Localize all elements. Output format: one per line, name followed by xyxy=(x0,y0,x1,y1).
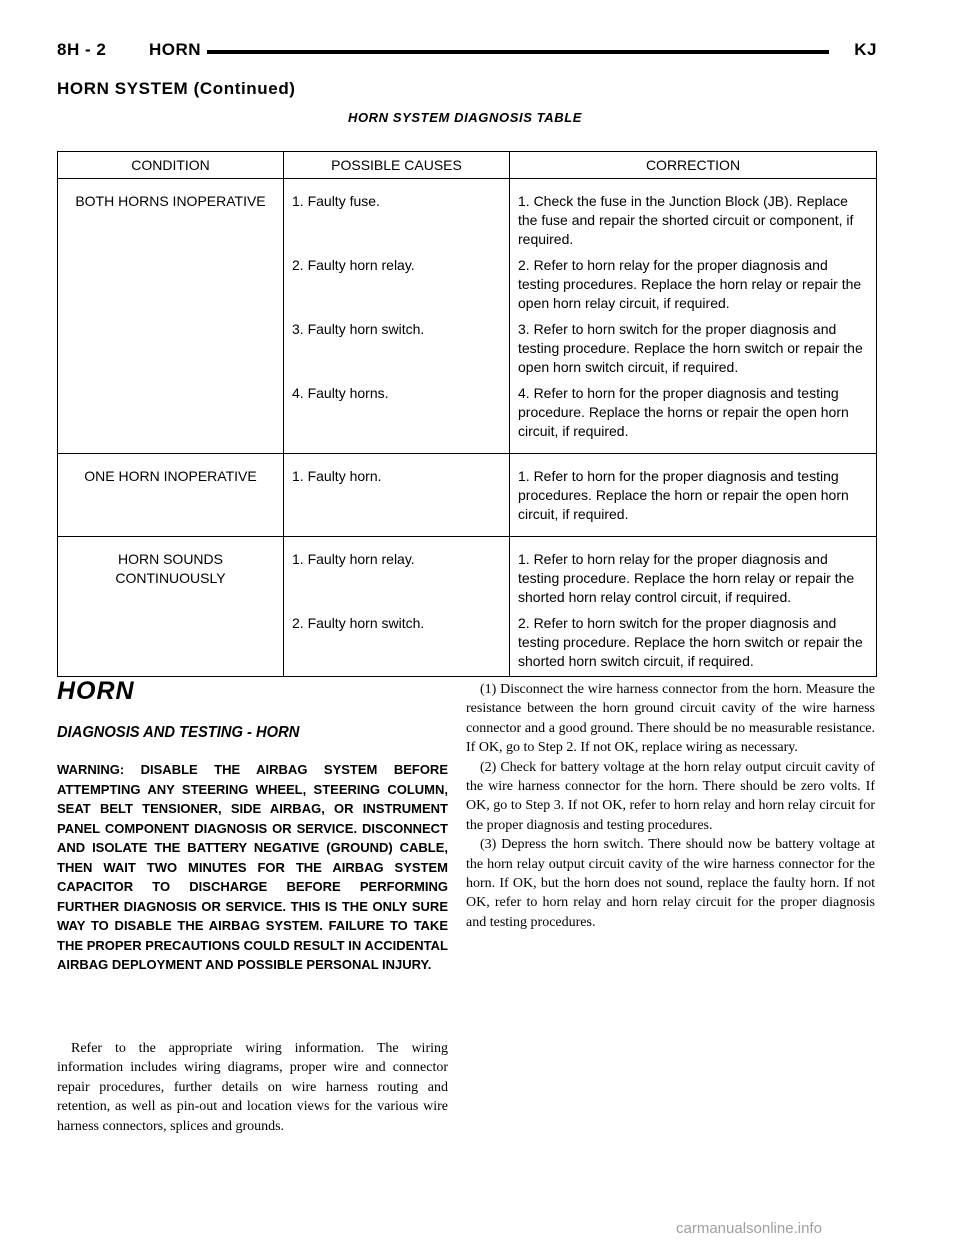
table-row xyxy=(58,320,877,384)
correction-cell: 1. Check the fuse in the Junction Block (JB). Replace the fuse and repair the shorted circuit or component, if required. xyxy=(510,179,877,257)
subsection-title: DIAGNOSIS AND TESTING - HORN xyxy=(57,724,300,741)
cause-cell: 2. Faulty horn relay. xyxy=(284,256,510,320)
section-title: HORN xyxy=(57,677,135,705)
table-row xyxy=(58,384,877,454)
correction-cell: 1. Refer to horn relay for the proper diagnosis and testing procedure. Replace the horn relay or repair the shorted horn relay control circuit, if required. xyxy=(510,537,877,615)
page-number: 8H - 2 xyxy=(57,40,107,59)
header-section: HORN xyxy=(149,40,202,59)
table-row xyxy=(58,454,877,537)
cause-cell: 2. Faulty horn switch. xyxy=(284,614,510,677)
column-header-correction: CORRECTION xyxy=(510,152,877,179)
header-code: KJ xyxy=(854,40,877,59)
column-header-causes: POSSIBLE CAUSES xyxy=(284,152,510,179)
procedure-steps xyxy=(466,680,875,932)
table-title: HORN SYSTEM DIAGNOSIS TABLE xyxy=(347,110,583,125)
table-row xyxy=(58,256,877,320)
correction-cell: 3. Refer to horn switch for the proper diagnosis and testing procedure. Replace the horn switch or repair the open horn switch circuit, if required. xyxy=(510,320,877,384)
condition-cell xyxy=(58,320,284,384)
condition-cell xyxy=(58,384,284,454)
correction-cell: 2. Refer to horn relay for the proper diagnosis and testing procedures. Replace the horn relay or repair the open horn relay circuit, if required. xyxy=(510,256,877,320)
cause-cell: 4. Faulty horns. xyxy=(284,384,510,454)
condition-cell: ONE HORN INOPERATIVE xyxy=(58,454,284,537)
table-row xyxy=(58,614,877,677)
step-paragraph: (1) Disconnect the wire harness connector from the horn. Measure the resistance between the horn ground circuit cavity of the wire harness connector and a good ground. There should be no measurable resistance. If OK, go to Step 2. If not OK, replace wiring as necessary. xyxy=(466,682,875,756)
step-paragraph: (2) Check for battery voltage at the horn relay output circuit cavity of the wire harness connector for the horn. There should be zero volts. If OK, go to Step 3. If not OK, refer to horn relay and horn relay circuit for the proper diagnosis and testing procedures. xyxy=(466,759,875,833)
correction-cell: 4. Refer to horn for the proper diagnosis and testing procedure. Replace the horns or repair the open horn circuit, if required. xyxy=(510,384,877,454)
header-rule xyxy=(207,50,829,54)
condition-cell: BOTH HORNS INOPERATIVE xyxy=(58,179,284,257)
watermark: carmanualsonline.info xyxy=(676,1220,822,1237)
cause-cell: 3. Faulty horn switch. xyxy=(284,320,510,384)
correction-cell: 2. Refer to horn switch for the proper diagnosis and testing procedure. Replace the horn switch or repair the shorted horn switch circuit, if required. xyxy=(510,614,877,677)
condition-cell xyxy=(58,256,284,320)
page-header xyxy=(57,40,877,66)
continued-heading: HORN SYSTEM (Continued) xyxy=(57,79,296,98)
table-row xyxy=(58,537,877,615)
condition-cell xyxy=(58,614,284,677)
cause-cell: 1. Faulty fuse. xyxy=(284,179,510,257)
step-paragraph: (3) Depress the horn switch. There should now be battery voltage at the horn relay output circuit cavity of the wire harness connector for the horn. If OK, but the horn does not sound, replace the faulty horn. If not OK, refer to horn relay and horn relay circuit for the proper diagnosis and testing procedures. xyxy=(466,837,875,930)
table-row xyxy=(58,179,877,257)
column-header-condition: CONDITION xyxy=(58,152,284,179)
diagnosis-table xyxy=(57,151,877,677)
airbag-warning: WARNING: DISABLE THE AIRBAG SYSTEM BEFORE ATTEMPTING ANY STEERING WHEEL, STEERING COLUMN, SEAT BELT TENSIONER, SIDE AIRBAG, OR INSTRUMENT PANEL COMPONENT DIAGNOSIS OR SERVICE. DISCONNECT AND ISOLATE THE BATTERY NEGATIVE (GROUND) CABLE, THEN WAIT TWO MINUTES FOR THE AIRBAG SYSTEM CAPACITOR TO DISCHARGE BEFORE PERFORMING FURTHER DIAGNOSIS OR SERVICE. THIS IS THE ONLY SURE WAY TO DISABLE THE AIRBAG SYSTEM. FAILURE TO TAKE THE PROPER PRECAUTIONS COULD RESULT IN ACCIDENTAL AIRBAG DEPLOYMENT AND POSSIBLE PERSONAL INJURY. xyxy=(57,762,448,972)
intro-paragraph: Refer to the appropriate wiring information. The wiring information includes wiring diagrams, proper wire and connector repair procedures, further details on wire harness routing and retention, as well as pin-out and location views for the various wire harness connectors, splices and grounds. xyxy=(57,1041,448,1134)
cause-cell: 1. Faulty horn. xyxy=(284,454,510,537)
correction-cell: 1. Refer to horn for the proper diagnosis and testing procedures. Replace the horn or repair the open horn circuit, if required. xyxy=(510,454,877,537)
condition-cell: HORN SOUNDS CONTINUOUSLY xyxy=(58,537,284,615)
cause-cell: 1. Faulty horn relay. xyxy=(284,537,510,615)
table-header-row xyxy=(58,152,877,179)
